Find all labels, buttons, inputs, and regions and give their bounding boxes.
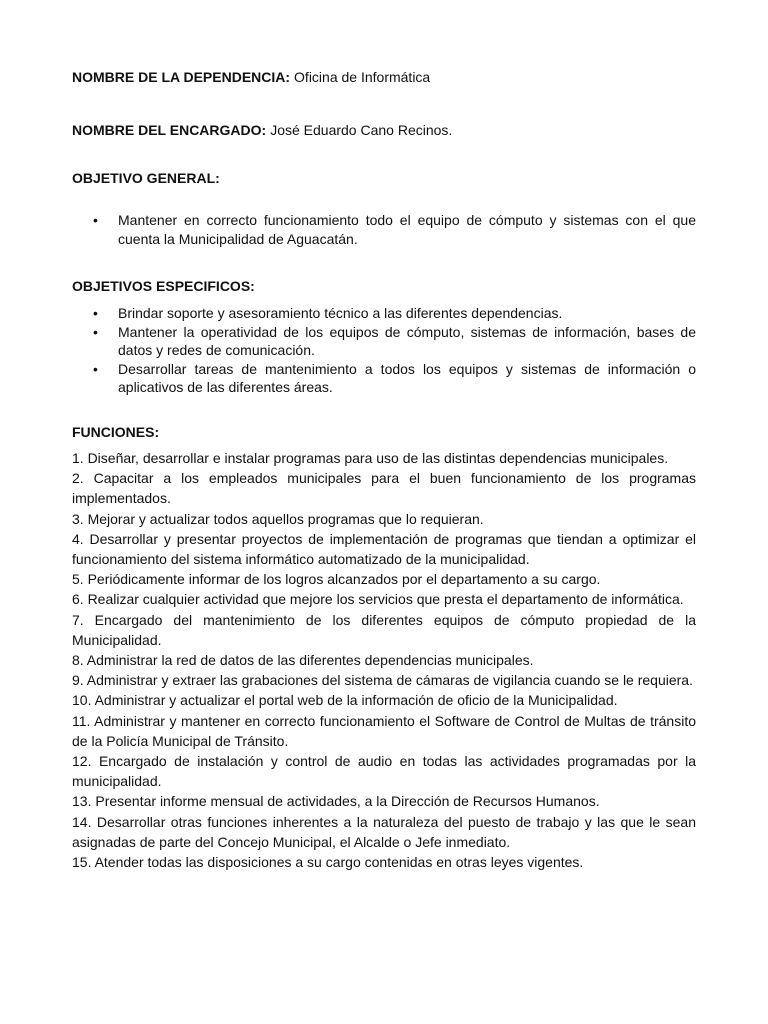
bullet-icon: • bbox=[93, 323, 98, 340]
dependencia-label: NOMBRE DE LA DEPENDENCIA: bbox=[72, 69, 291, 85]
objetivo-general-list bbox=[72, 211, 696, 248]
funciones-heading: FUNCIONES: bbox=[72, 424, 160, 440]
list-item: 3. Mejorar y actualizar todos aquellos programas que lo requieran. bbox=[72, 510, 484, 527]
dependencia-value: Oficina de Informática bbox=[294, 69, 431, 85]
list-item: 9. Administrar y extraer las grabaciones del sistema de cámaras de vigilancia cuando se le requiera. bbox=[72, 672, 693, 689]
bullet-icon: • bbox=[93, 212, 98, 228]
list-item: 12. Encargado de instalación y control de audio en todas las actividades programadas por la municipalidad. bbox=[72, 753, 696, 790]
bullet-text: Brindar soporte y asesoramiento técnico a las diferentes dependencias. bbox=[118, 305, 563, 321]
list-item: 7. Encargado del mantenimiento de los diferentes equipos de cómputo propiedad de la Municipalidad. bbox=[72, 611, 696, 648]
list-item: 4. Desarrollar y presentar proyectos de implementación de programas que tiendan a optimizar el funcionamiento del sistema informático automatizado de la municipalidad. bbox=[72, 530, 696, 568]
list-item: 10. Administrar y actualizar el portal web de la información de oficio de la Municipalidad. bbox=[72, 692, 618, 709]
list-item bbox=[72, 360, 696, 397]
list-item: 6. Realizar cualquier actividad que mejore los servicios que presta el departamento de informática. bbox=[72, 591, 684, 608]
list-item bbox=[72, 211, 696, 248]
encargado-label: NOMBRE DEL ENCARGADO: bbox=[72, 122, 267, 138]
list-item: 2. Capacitar a los empleados municipales para el buen funcionamiento de los programas implementados. bbox=[72, 470, 696, 507]
dependencia-line bbox=[72, 68, 430, 86]
bullet-text: Desarrollar tareas de mantenimiento a todos los equipos y sistemas de información o aplicativos de las diferentes áreas. bbox=[118, 360, 696, 395]
bullet-icon: • bbox=[93, 305, 98, 321]
encargado-value: José Eduardo Cano Recinos. bbox=[270, 122, 453, 138]
bullet-icon: • bbox=[93, 360, 98, 377]
objetivo-general-heading: OBJETIVO GENERAL: bbox=[72, 170, 220, 186]
bullet-text: Mantener la operatividad de los equipos de cómputo, sistemas de información, bases de datos y redes de comunicación. bbox=[118, 323, 696, 358]
list-item: 5. Periódicamente informar de los logros alcanzados por el departamento a su cargo. bbox=[72, 571, 601, 588]
list-item bbox=[72, 304, 696, 323]
bullet-text: Mantener en correcto funcionamiento todo el equipo de cómputo y sistemas con el que cuenta la Municipalidad de Aguacatán. bbox=[118, 212, 696, 247]
objetivos-especificos-heading: OBJETIVOS ESPECIFICOS: bbox=[72, 278, 255, 294]
list-item bbox=[72, 323, 696, 360]
list-item: 1. Diseñar, desarrollar e instalar programas para uso de las distintas dependencias municipales. bbox=[72, 450, 669, 466]
list-item: 15. Atender todas las disposiciones a su cargo contenidas en otras leyes vigentes. bbox=[72, 854, 584, 871]
funciones-list bbox=[72, 448, 696, 872]
list-item: 8. Administrar la red de datos de las diferentes dependencias municipales. bbox=[72, 652, 534, 669]
list-item: 11. Administrar y mantener en correcto funcionamiento el Software de Control de Multas de tránsito de la Policía Municipal de Tránsito. bbox=[72, 712, 696, 749]
encargado-line bbox=[72, 121, 452, 139]
objetivos-especificos-list bbox=[72, 304, 696, 397]
list-item: 13. Presentar informe mensual de actividades, a la Dirección de Recursos Humanos. bbox=[72, 793, 600, 810]
list-item: 14. Desarrollar otras funciones inherentes a la naturaleza del puesto de trabajo y las que le sean asignadas de parte del Concejo Municipal, el Alcalde o Jefe inmediato. bbox=[72, 813, 696, 850]
